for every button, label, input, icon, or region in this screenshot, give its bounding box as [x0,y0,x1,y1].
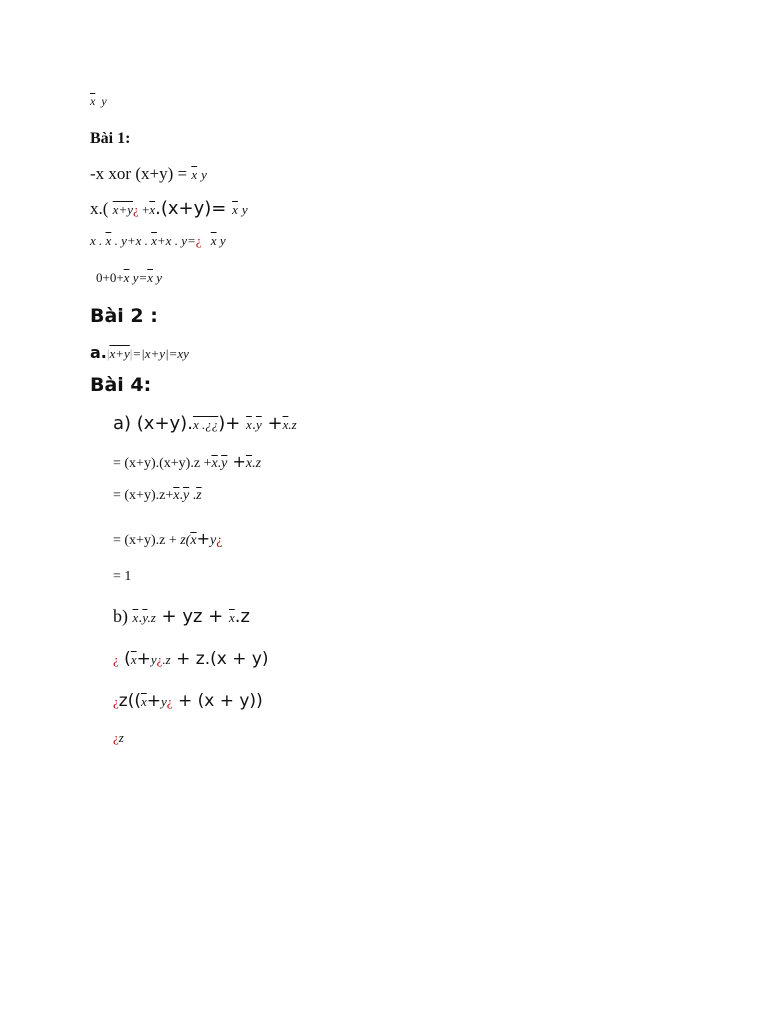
abs-bar: | [129,346,133,361]
text: z(( [118,691,141,711]
text: = (x+y).z + [113,533,181,548]
bai4-line-a1 [113,413,297,434]
bai4-line-b3 [113,691,263,711]
question-mark: ¿ [113,694,119,709]
overline-term: x+y [112,202,133,217]
text: +x . y= [156,233,196,248]
text: x . [90,233,106,248]
bai4-line-a4 [113,529,222,549]
question-mark: ¿ [113,730,119,745]
x-bar: $\overline{x}$ [232,202,238,217]
bai1-line-4 [96,270,162,286]
heading-bai-2: Bài 2 : [90,305,158,327]
x-bar: $\overline{x}$ [140,694,147,709]
z-term: .z [147,610,156,625]
text: . y+x . [111,233,152,248]
x-bar: $\overline{x}$ [130,652,137,667]
bai4-line-a2 [113,452,261,472]
dot: . [217,456,222,471]
plus: + [196,529,210,548]
z-term: .z [252,456,262,471]
y-bar: $\overline{y}$ [182,488,190,503]
text: -x xor (x+y) = [90,164,192,183]
z-term: .z [288,417,297,432]
plus: + [138,202,150,217]
dot: . [138,611,143,626]
y-var: y [153,270,163,285]
y-var: y [216,233,226,248]
x-bar: $\overline{x}$ [246,417,252,432]
x-bar: $\overline{x}$ [191,167,198,182]
label-a: a. [90,343,107,362]
bai4-line-a3 [113,488,202,504]
z-var: z [118,730,124,745]
plus: + [261,413,283,434]
plus: + [227,452,246,471]
x-bar: $\overline{x}$ [211,456,218,471]
x-bar: $\overline{x}$ [105,233,112,248]
question-mark: ¿ [195,233,202,248]
question-mark: ¿ [113,652,119,667]
text: =|x+y|=xy [132,346,189,361]
x-bar: $\overline{x}$ [210,233,217,248]
question-mark: ¿ [216,533,223,548]
y-bar: $\overline{y}$ [142,610,148,625]
question-mark: ¿ [132,202,139,217]
text: x.( [90,199,113,218]
dot: . [179,488,183,503]
y-bar: $\overline{y}$ [221,456,228,471]
x-bar: $\overline{x}$ [147,270,154,285]
text: = (x+y).z+ [113,488,174,503]
dot: . [251,418,256,433]
bai4-line-b4 [113,730,124,746]
y-var: y [241,202,248,217]
bai4-line-a5: = 1 [113,569,132,584]
z-term: .z [234,606,250,627]
question-mark: ¿ [156,652,163,667]
line-x-bar-y [90,94,107,109]
bai1-line-3 [90,233,226,249]
text: = (x+y).(x+y).z + [113,456,212,471]
text: 0+0+ [96,270,124,285]
text: y= [129,270,148,285]
x-bar: $\overline{x}$ [151,233,157,248]
bai1-line-2 [90,198,248,219]
heading-bai-1: Bài 1: [90,130,131,147]
label-b: b) [113,606,133,626]
text: + (x + y)) [172,691,263,711]
y-var: y [150,652,157,667]
bai4-line-b1 [113,606,250,627]
text: . [189,488,197,503]
x-bar: $\overline{x}$ [190,533,197,548]
text: a) (x+y). [113,413,193,434]
x-bar: $\overline{x}$ [245,456,253,471]
plus: + [136,649,151,669]
bai2-line-a [90,343,189,362]
z-term: z( [180,533,191,548]
x-bar: $\overline{x}$ [282,417,289,432]
bai4-line-b2 [113,649,269,669]
overline-term: x+y [109,346,130,361]
y-var: y [101,94,107,108]
overline-term: x .¿¿ [192,417,219,432]
z-term: .z [162,652,171,667]
text: )+ [218,413,247,434]
x-bar: $\overline{x}$ [123,270,130,285]
bai1-line-1 [90,164,207,184]
y-var: y [161,694,167,709]
y-var: y [201,167,207,182]
z-bar: $\overline{z}$ [196,488,202,503]
x-bar: $\overline{x}$ [132,610,139,625]
y-bar: $\overline{y}$ [255,417,262,432]
x-bar: $\overline{x}$ [173,488,180,503]
y-var: y [209,533,217,548]
x-bar: $\overline{x}$ [149,202,156,217]
question-mark: ¿ [166,694,173,709]
x-bar: $\overline{x}$ [90,94,96,108]
abs-bar: | [106,346,110,361]
heading-bai-4: Bài 4: [90,374,152,396]
text: + z.(x + y) [170,649,269,669]
plus: + [146,691,162,711]
text: + yz + [155,606,229,627]
text: ( [118,649,131,669]
x-bar: $\overline{x}$ [228,610,235,625]
text: .(x+y)= [155,198,233,219]
